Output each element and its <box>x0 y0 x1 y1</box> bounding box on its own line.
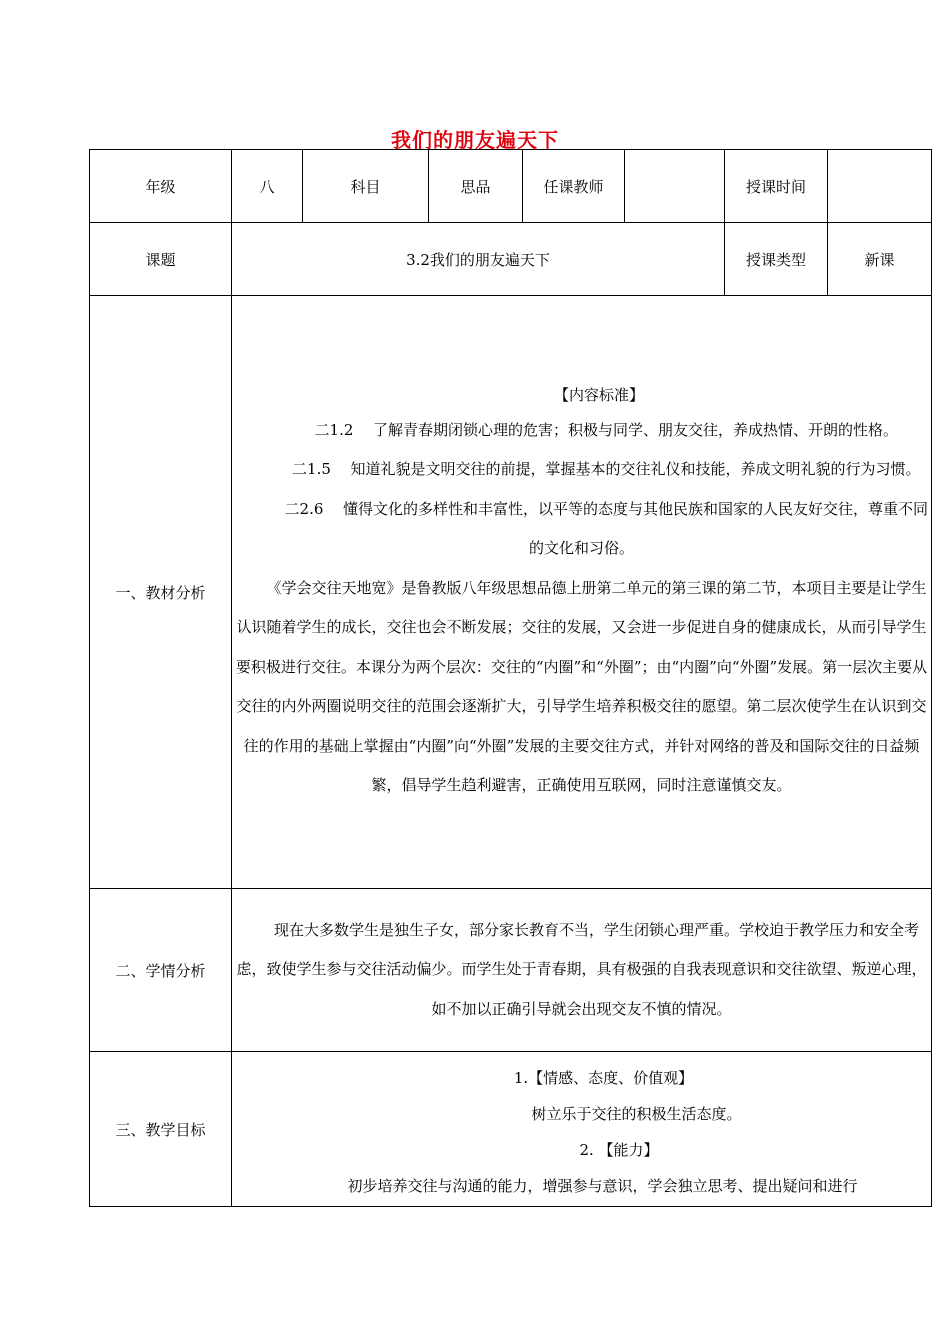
header-row <box>90 150 932 223</box>
goal1-header: 1.【情感、态度、价值观】 <box>513 1069 694 1087</box>
section-textbook-analysis <box>90 296 932 889</box>
time-label: 授课时间 <box>725 150 828 223</box>
standard-item <box>232 411 931 451</box>
section1-content <box>232 296 932 889</box>
standard-text: 知道礼貌是文明交往的前提，掌握基本的交往礼仪和技能，养成文明礼貌的行为习惯。 <box>350 460 921 478</box>
grade-value: 八 <box>232 150 303 223</box>
standard-code: 二2.6 <box>284 499 324 518</box>
standard-text: 懂得文化的多样性和丰富性，以平等的态度与其他民族和国家的人民友好交往，尊重不同的文化和习俗。 <box>342 499 928 557</box>
content-standard-header: 【内容标准】 <box>553 385 644 404</box>
topic-row <box>90 223 932 296</box>
subject-label: 科目 <box>303 150 429 223</box>
section2-label: 二、学情分析 <box>90 889 232 1052</box>
type-value: 新课 <box>828 223 932 296</box>
section3-label: 三、教学目标 <box>90 1052 232 1207</box>
section-teaching-goals <box>90 1052 932 1207</box>
goal2-text: 初步培养交往与沟通的能力，增强参与意识，学会独立思考、提出疑问和进行 <box>347 1177 858 1195</box>
time-value <box>828 150 932 223</box>
type-label: 授课类型 <box>725 223 828 296</box>
grade-label: 年级 <box>90 150 232 223</box>
goal1-text: 树立乐于交往的积极生活态度。 <box>531 1105 742 1123</box>
document-title: 我们的朋友遍天下 <box>391 128 559 152</box>
teacher-value <box>625 150 725 223</box>
goal2-header: 2. 【能力】 <box>579 1141 659 1159</box>
topic-value: 3.2我们的朋友遍天下 <box>232 223 725 296</box>
standard-text: 了解青春期闭锁心理的危害；积极与同学、朋友交往，养成热情、开朗的性格。 <box>372 420 898 439</box>
lesson-plan-table <box>89 149 932 1207</box>
student-analysis-paragraph: 现在大多数学生是独生子女，部分家长教育不当，学生闭锁心理严重。学校迫于教学压力和安全考虑，致使学生参与交往活动偏少。而学生处于青春期，具有极强的自我表现意识和交往欲望、叛逆心理，如不加以正确引导就会出现交友不慎的情况。 <box>236 920 927 1018</box>
section1-label: 一、教材分析 <box>90 296 232 889</box>
standard-item <box>232 450 931 490</box>
section3-content <box>232 1052 932 1207</box>
subject-value: 思品 <box>429 150 523 223</box>
textbook-analysis-paragraph: 《学会交往天地宽》是鲁教版八年级思想品德上册第二单元的第三课的第二节，本项目主要是让学生认识随着学生的成长，交往也会不断发展；交往的发展，又会进一步促进自身的健康成长，从而引导学生要积极进行交往。本课分为两个层次：交往的“内圈”和“外圈”；由“内圈”向“外圈”发展。第一层次主要从交往的内外两圈说明交往的范围会逐渐扩大，引导学生培养积极交往的愿望。第二层次使学生在认识到交往的作用的基础上掌握由“内圈”向“外圈”发展的主要交往方式，并针对网络的普及和国际交往的日益频繁，倡导学生趋利避害，正确使用互联网，同时注意谨慎交友。 <box>235 578 928 794</box>
standard-code: 二1.2 <box>314 420 354 439</box>
topic-label: 课题 <box>90 223 232 296</box>
teacher-label: 任课教师 <box>523 150 625 223</box>
standard-code: 二1.5 <box>292 460 331 478</box>
standard-item <box>232 490 931 569</box>
section-student-analysis <box>90 889 932 1052</box>
section2-content <box>232 889 932 1052</box>
